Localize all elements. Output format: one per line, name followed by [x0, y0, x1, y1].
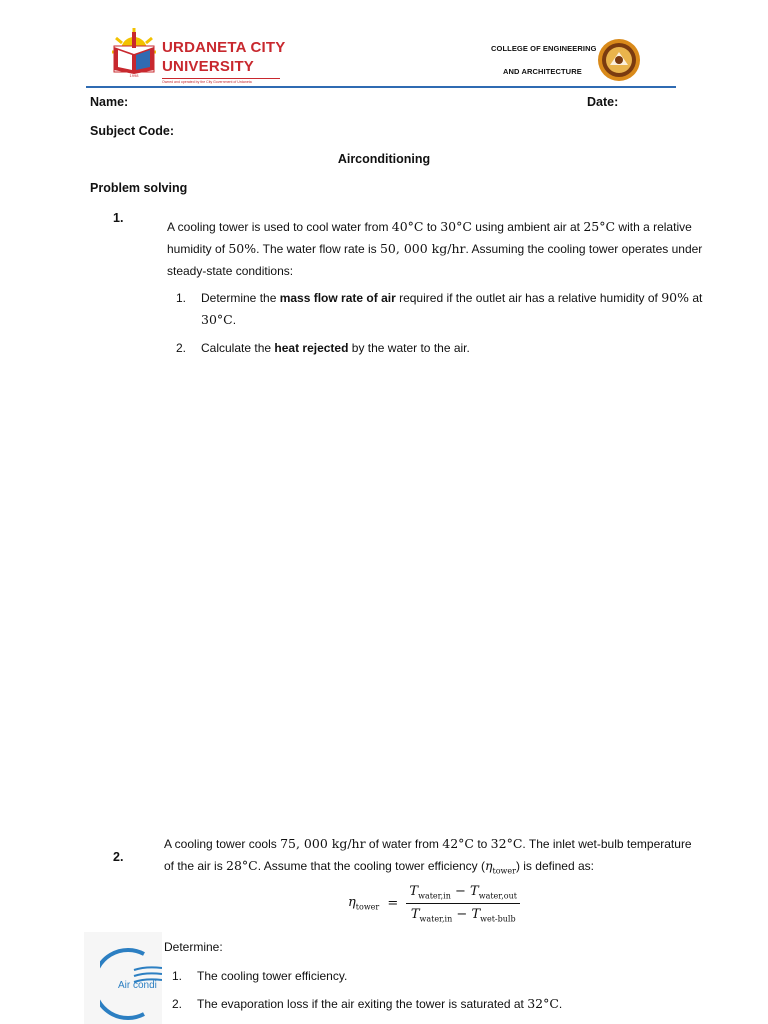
list-item: 1. The cooling tower efficiency. [172, 969, 348, 983]
efficiency-equation: $\eta_{tower}$ = $\frac{T_{water,in} - T_{water,out}}{T_{water,in} - T_{wet-bulb}}$ [348, 884, 520, 923]
university-tagline: Owned and operated by the City Government of Urdaneta [162, 80, 252, 84]
watermark [84, 932, 162, 1024]
problem2-subitems [172, 965, 712, 1015]
header-red-underline [162, 78, 280, 79]
svg-text:1998: 1998 [129, 73, 139, 78]
college-name-line2: AND ARCHITECTURE [503, 67, 582, 76]
determine-label: Determine: [164, 940, 223, 954]
university-logo-icon [110, 26, 158, 78]
date-label: Date: [587, 95, 619, 109]
header-rule [86, 86, 676, 88]
subject-code-label: Subject Code: [90, 124, 175, 138]
problem2-number: 2. [113, 850, 124, 864]
watermark-text: Air condi [118, 980, 157, 991]
section-heading: Problem solving [90, 181, 188, 195]
list-item: 1. Determine the mass flow rate of air required if the outlet air has a relative humidity of 90% at 30°C. [176, 290, 703, 327]
list-item: 2. The evaporation loss if the air exiting the tower is saturated at 32°C. [172, 996, 563, 1011]
problem1-number: 1. [113, 211, 124, 225]
header [0, 0, 768, 92]
university-name-line1: URDANETA CITY [162, 39, 286, 56]
page-title: Airconditioning [337, 152, 431, 166]
problem1-subitems [176, 287, 706, 359]
college-name-line1: COLLEGE OF ENGINEERING [491, 44, 597, 53]
problem1-statement: A cooling tower is used to cool water from 40°C to 30°C using ambient air at 25°C with a relative humidity of 50%. The water flow rate is 50, 000 kg/hr. Assuming the cooling tower operates under steady-state conditions: [167, 219, 703, 278]
university-name-line2: UNIVERSITY [162, 58, 255, 75]
name-label: Name: [90, 95, 129, 109]
problem2-statement: A cooling tower cools 75, 000 kg/hr of water from 42°C to 32°C. The inlet wet-bulb temperature of the air is 28°C. Assume that the cooling tower efficiency $(\eta_{tower})$ is defined as: [164, 836, 692, 876]
college-seal-icon [597, 38, 641, 82]
list-item: 2. Calculate the heat rejected by the water to the air. [176, 341, 470, 355]
